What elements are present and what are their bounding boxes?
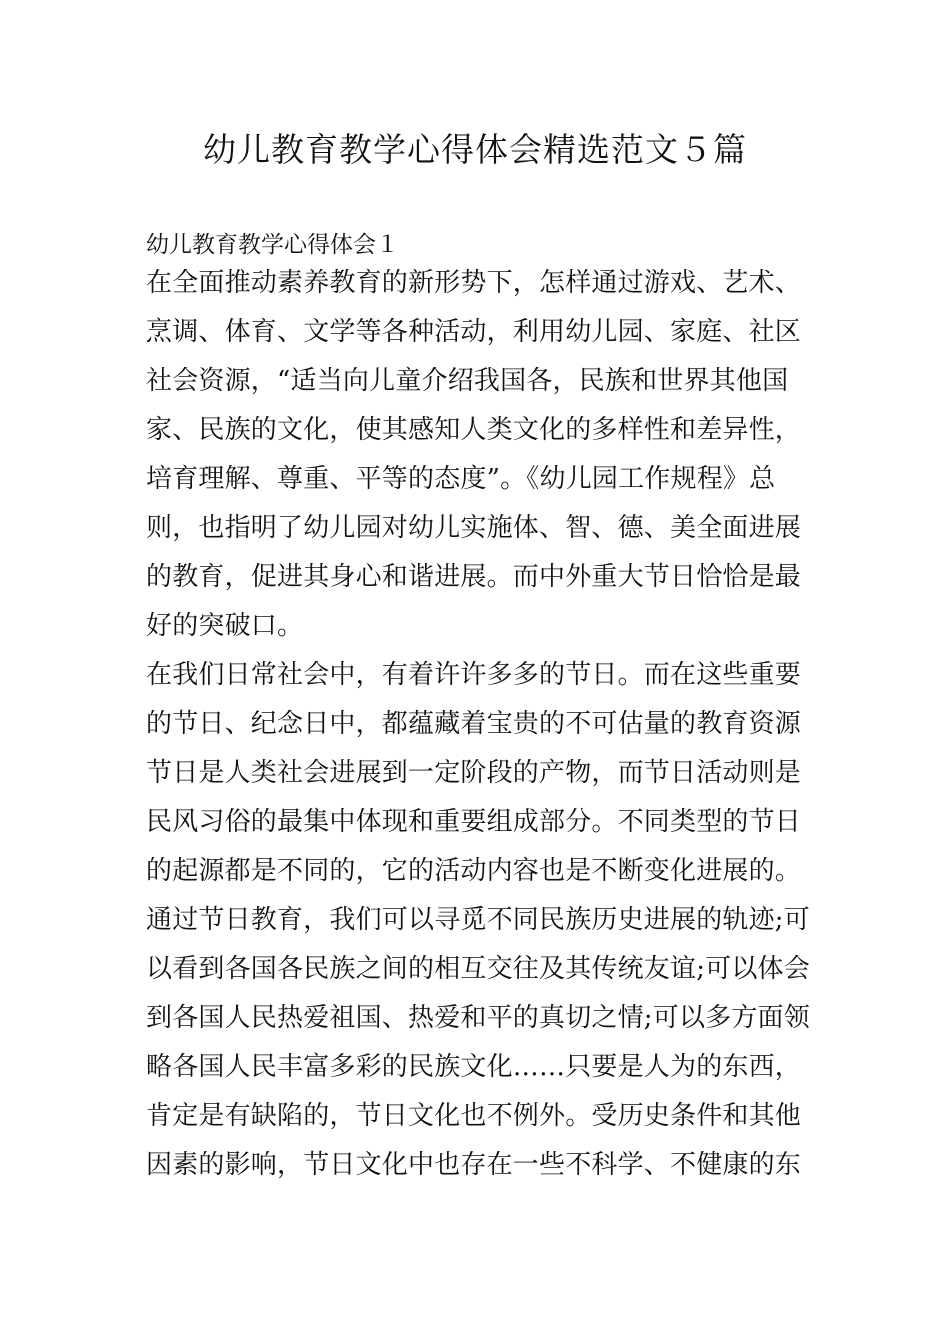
text-line: 社会资源，“适当向儿童介绍我国各，民族和世界其他国 xyxy=(146,366,789,396)
body-text xyxy=(146,259,810,1190)
text-line: 的节日、纪念日中，都蕴藏着宝贵的不可估量的教育资源 xyxy=(146,709,802,739)
text-line: 节日是人类社会进展到一定阶段的产物，而节日活动则是 xyxy=(146,758,802,788)
text-line: 民风习俗的最集中体现和重要组成部分。不同类型的节日 xyxy=(146,807,802,837)
text-line: 则，也指明了幼儿园对幼儿实施体、智、德、美全面进展 xyxy=(146,513,802,543)
document-title: 幼儿教育教学心得体会精选范文５篇 xyxy=(203,130,747,169)
text-line: 通过节日教育，我们可以寻觅不同民族历史进展的轨迹;可 xyxy=(146,905,810,935)
text-line: 的教育，促进其身心和谐进展。而中外重大节日恰恰是最 xyxy=(146,562,802,592)
text-line: 以看到各国各民族之间的相互交往及其传统友谊;可以体会 xyxy=(146,954,810,984)
text-line: 家、民族的文化，使其感知人类文化的多样性和差异性， xyxy=(146,415,802,445)
section-heading: 幼儿教育教学心得体会１ xyxy=(146,232,399,258)
text-line: 因素的影响，节日文化中也存在一些不科学、不健康的东 xyxy=(146,1150,802,1180)
text-line: 到各国人民热爱祖国、热爱和平的真切之情;可以多方面领 xyxy=(146,1003,810,1033)
text-line: 好的突破口。 xyxy=(146,611,304,641)
text-line: 烹调、体育、文学等各种活动，利用幼儿园、家庭、社区 xyxy=(146,317,802,347)
text-line: 在我们日常社会中，有着许许多多的节日。而在这些重要 xyxy=(146,660,802,690)
text-line: 的起源都是不同的，它的活动内容也是不断变化进展的。 xyxy=(146,856,802,886)
text-line: 培育理解、尊重、平等的态度”。《幼儿园工作规程》总 xyxy=(146,464,776,494)
text-line: 略各国人民丰富多彩的民族文化……只要是人为的东西， xyxy=(146,1052,802,1082)
text-line: 在全面推动素养教育的新形势下，怎样通过游戏、艺术、 xyxy=(146,268,802,298)
text-line: 肯定是有缺陷的，节日文化也不例外。受历史条件和其他 xyxy=(146,1101,802,1131)
